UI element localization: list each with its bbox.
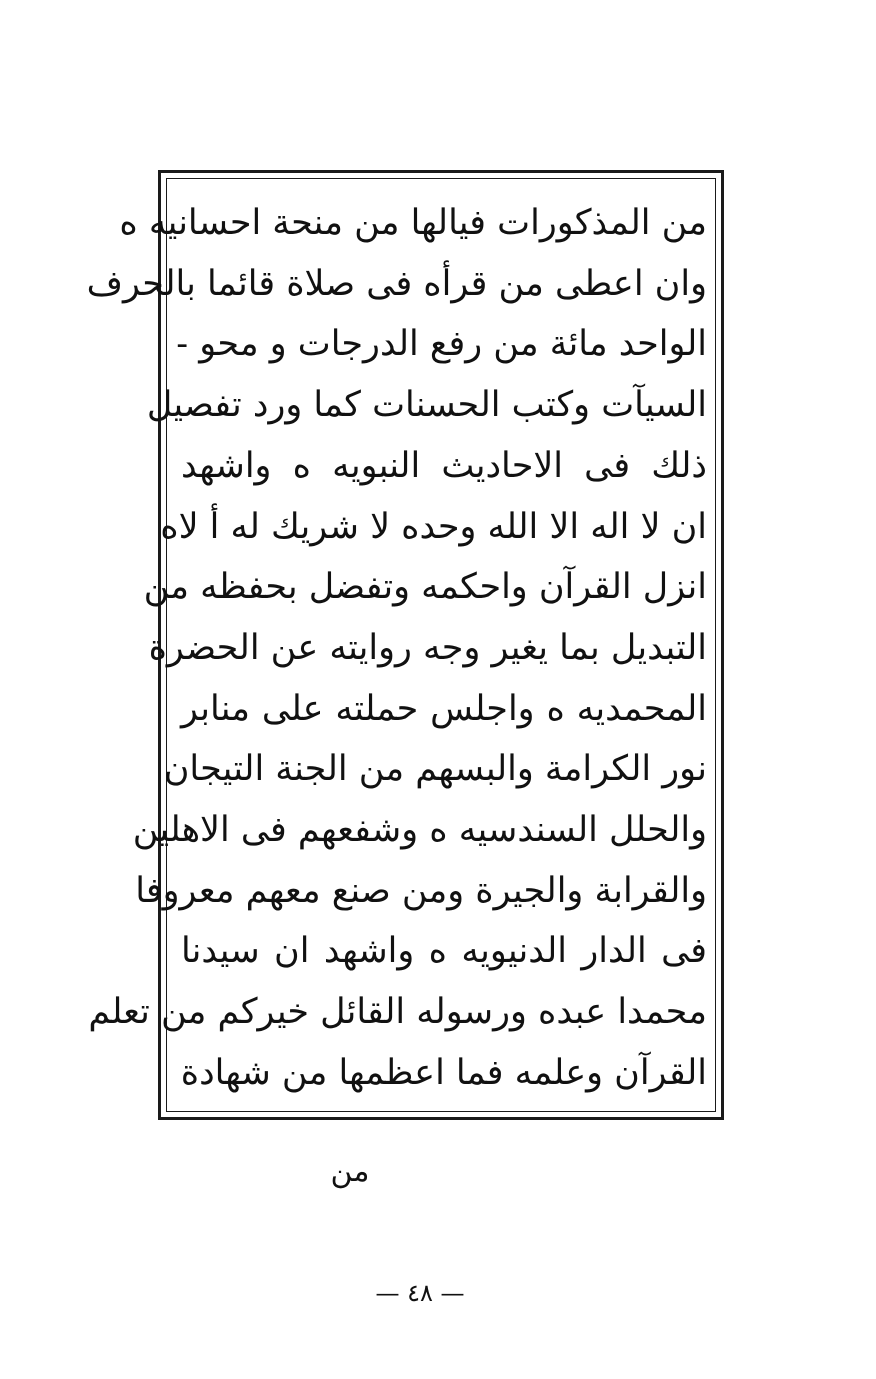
text-line: نور الكرامة والبسهم من الجنة التيجان bbox=[163, 749, 707, 790]
text-line: وان اعطى من قرأه فى صلاة قائما بالحرف bbox=[86, 263, 707, 304]
text-line: ذلك فى الاحاديث النبويه ه واشهد bbox=[181, 445, 707, 486]
text-line: والقرابة والجيرة ومن صنع معهم معروفا bbox=[135, 870, 707, 911]
manuscript-text-block bbox=[86, 197, 707, 1103]
text-line: انزل القرآن واحكمه وتفضل بحفظه من bbox=[143, 567, 707, 608]
text-line: القرآن وعلمه فما اعظمها من شهادة bbox=[180, 1052, 707, 1093]
text-line: من المذكورات فيالها من منحة احسانيه ه bbox=[119, 203, 707, 243]
text-line: ان لا اله الا الله وحده لا شريك له أ لاه bbox=[160, 506, 707, 547]
text-frame bbox=[86, 170, 724, 1120]
page-number: — ٤٨ — bbox=[375, 1279, 465, 1307]
catchword: من bbox=[330, 1154, 370, 1189]
text-line: محمدا عبده ورسوله القائل خيركم من تعلم bbox=[88, 992, 707, 1033]
text-line: التبديل بما يغير وجه روايته عن الحضرة bbox=[148, 627, 707, 668]
text-line: والحلل السندسيه ه وشفعهم فى الاهلين bbox=[132, 810, 707, 851]
text-line: الواحد مائة من رفع الدرجات و محو - bbox=[176, 324, 707, 365]
text-line: السيآت وكتب الحسنات كما ورد تفصيل bbox=[146, 385, 707, 426]
text-line: المحمديه ه واجلس حملته على منابر bbox=[181, 688, 707, 729]
text-line: فى الدار الدنيويه ه واشهد ان سيدنا bbox=[181, 931, 707, 972]
